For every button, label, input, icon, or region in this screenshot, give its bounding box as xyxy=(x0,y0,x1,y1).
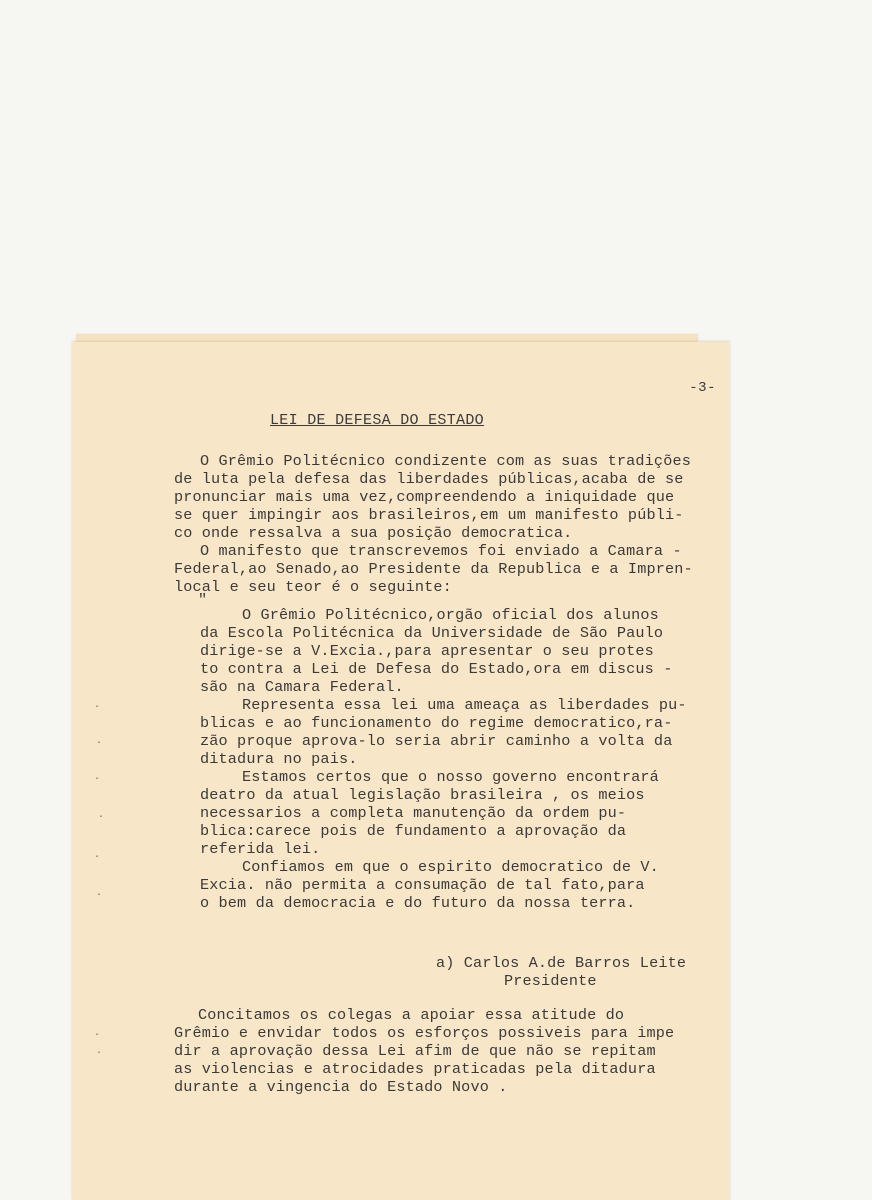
text-line: zão proque aprova-lo seria abrir caminho a volta da xyxy=(200,732,673,750)
document-page: -3- LEI DE DEFESA DO ESTADO O Grêmio Politécnico condizente com as suas tradições de luta pela defesa das liberdades públicas,acaba de se pronunciar mais uma vez,compreendendo a iniquidade que se quer impingir aos brasileiros,em um manifesto públi- co onde ressalva a sua posição democratica. O manifesto que transcrevemos foi enviado a Camara - Federal,ao Senado,ao Presidente da Republica e a Impren- local e seu teor é o seguinte: " O Grêmio Politécnico,orgão oficial dos alunos da Escola Politécnica da Universidade de São Paulo dirige-se a V.Excia.,para apresentar o seu protes to contra a Lei de Defesa do Estado,ora em discus - são na Camara Federal. Representa essa lei uma ameaça as liberdades pu- blicas e ao funcionamento do regime democratico,ra- zão proque aprova-lo seria abrir caminho a volta da ditadura no pais. Estamos certos que o nosso governo encontrará deatro da atual legislação brasileira , os meios necessarios a completa manutenção da ordem pu- blica:carece pois de fundamento a aprovação da referida lei. Confiamos em que o espirito democratico de V. Excia. não permita a consumação de tal fato,para o bem da democracia e do futuro da nossa terra. a) Carlos A.de Barros Leite Presidente Concitamos os colegas a apoiar essa atitude do Grêmio e envidar todos os esforços possiveis para impe dir a aprovação dessa Lei afim de que não se repitam as violencias e atrocidades praticadas pela ditadura durante a vingencia do Estado Novo . · · · · · · · · xyxy=(72,342,730,1200)
text-line: são na Camara Federal. xyxy=(200,678,404,696)
text-line: o bem da democracia e do futuro da nossa terra. xyxy=(200,894,636,912)
text-line: Grêmio e envidar todos os esforços possiveis para impe xyxy=(174,1024,675,1042)
text-line: blicas e ao funcionamento do regime democratico,ra- xyxy=(200,714,673,732)
text-line: O manifesto que transcrevemos foi enviado a Camara - xyxy=(200,542,682,560)
text-line: Federal,ao Senado,ao Presidente da Republica e a Impren- xyxy=(174,560,693,578)
text-line: dirige-se a V.Excia.,para apresentar o seu protes xyxy=(200,642,654,660)
text-line: necessarios a completa manutenção da ordem pu- xyxy=(200,804,627,822)
signature-name: a) Carlos A.de Barros Leite xyxy=(436,954,687,972)
text-line: Estamos certos que o nosso governo encontrará xyxy=(242,768,659,786)
text-line: co onde ressalva a sua posição democratica. xyxy=(174,524,573,542)
text-line: dir a aprovação dessa Lei afim de que não se repitam xyxy=(174,1042,656,1060)
text-line: se quer impingir aos brasileiros,em um manifesto públi- xyxy=(174,506,684,524)
page-number: -3- xyxy=(689,380,716,396)
text-line: to contra a Lei de Defesa do Estado,ora em discus - xyxy=(200,660,673,678)
text-line: Representa essa lei uma ameaça as liberdades pu- xyxy=(242,696,687,714)
text-line: Excia. não permita a consumação de tal fato,para xyxy=(200,876,645,894)
text-line: pronunciar mais uma vez,compreendendo a iniquidade que xyxy=(174,488,675,506)
document-title: LEI DE DEFESA DO ESTADO xyxy=(270,412,484,429)
text-line: as violencias e atrocidades praticadas pela ditadura xyxy=(174,1060,656,1078)
text-line: Confiamos em que o espirito democratico de V. xyxy=(242,858,659,876)
text-line: local e seu teor é o seguinte: xyxy=(174,578,452,596)
text-line: O Grêmio Politécnico,orgão oficial dos alunos xyxy=(242,606,659,624)
text-line: deatro da atual legislação brasileira , os meios xyxy=(200,786,645,804)
signature-role: Presidente xyxy=(504,972,597,990)
text-line: durante a vingencia do Estado Novo . xyxy=(174,1078,508,1096)
text-line: de luta pela defesa das liberdades públicas,acaba de se xyxy=(174,470,684,488)
text-line: blica:carece pois de fundamento a aprovação da xyxy=(200,822,627,840)
text-line: " xyxy=(198,591,208,609)
text-line: Concitamos os colegas a apoiar essa atitude do xyxy=(198,1006,625,1024)
text-line: referida lei. xyxy=(200,840,321,858)
text-line: ditadura no pais. xyxy=(200,750,358,768)
text-line: da Escola Politécnica da Universidade de São Paulo xyxy=(200,624,664,642)
text-line: O Grêmio Politécnico condizente com as suas tradições xyxy=(200,452,691,470)
